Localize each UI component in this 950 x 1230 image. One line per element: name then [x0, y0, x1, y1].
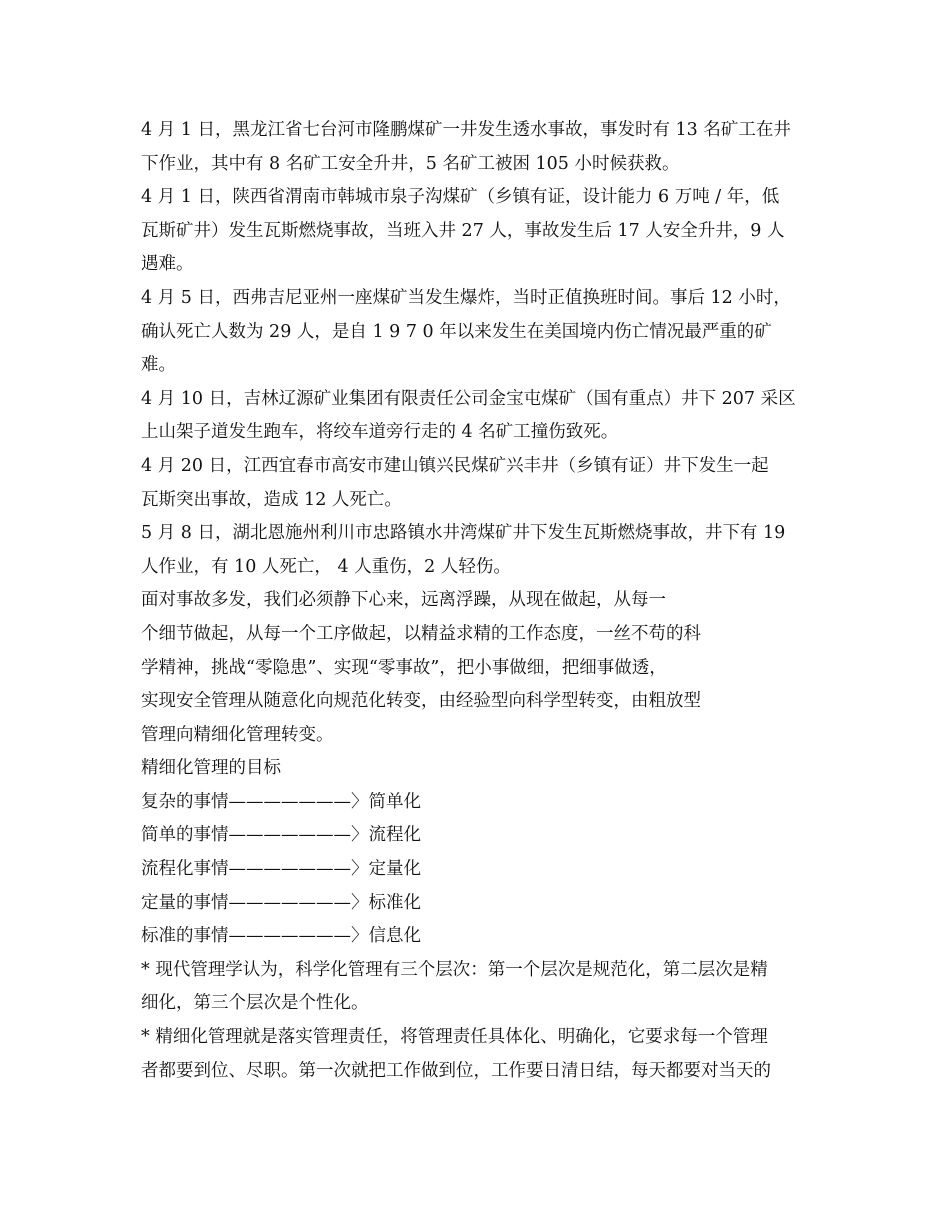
text-line: 遇难。	[141, 254, 194, 275]
text-line: 个细节做起，从每一个工序做起，以精益求精的工作态度，一丝不苟的科	[141, 623, 701, 644]
text-line: 实现安全管理从随意化向规范化转变，由经验型向科学型转变，由粗放型	[141, 691, 701, 712]
text-line: 管理向精细化管理转变。	[141, 724, 334, 745]
goal-item: 定量的事情———————〉标准化	[141, 892, 421, 913]
goal-item: 流程化事情———————〉定量化	[141, 859, 421, 880]
text-line: 确认死亡人数为 29 人，是自 1 9 7 0 年以来发生在美国境内伤亡情况最严重的矿	[141, 321, 772, 342]
document-body	[141, 114, 821, 1088]
section-heading: 精细化管理的目标	[141, 758, 281, 779]
text-line: 学精神，挑战“零隐患”、实现“零事故”，把小事做细，把细事做透，	[141, 657, 667, 678]
text-line: * 现代管理学认为，科学化管理有三个层次：第一个层次是规范化，第二层次是精	[141, 959, 768, 980]
text-line: 上山架子道发生跑车，将绞车道旁行走的 4 名矿工撞伤致死。	[141, 422, 619, 443]
text-line: 细化，第三个层次是个性化。	[141, 993, 369, 1014]
text-line: 难。	[141, 355, 176, 376]
text-line: 人作业，有 10 人死亡， 4 人重伤，2 人轻伤。	[141, 556, 511, 577]
text-line: 者都要到位、尽职。第一次就把工作做到位，工作要日清日结，每天都要对当天的	[141, 1060, 771, 1081]
text-line: 4 月 10 日，吉林辽源矿业集团有限责任公司金宝屯煤矿（国有重点）井下 207 采区	[141, 388, 796, 409]
text-line: * 精细化管理就是落实管理责任，将管理责任具体化、明确化，它要求每一个管理	[141, 1027, 768, 1048]
text-line: 4 月 5 日，西弗吉尼亚州一座煤矿当发生爆炸，当时正值换班时间。事后 12 小时，	[141, 287, 791, 308]
text-line: 瓦斯矿井）发生瓦斯燃烧事故，当班入井 27 人，事故发生后 17 人安全升井，9 人	[141, 220, 785, 241]
goal-item: 复杂的事情———————〉简单化	[141, 791, 421, 812]
text-line: 面对事故多发，我们必须静下心来，远离浮躁，从现在做起，从每一	[141, 590, 666, 611]
text-line: 4 月 20 日，江西宜春市高安市建山镇兴民煤矿兴丰井（乡镇有证）井下发生一起	[141, 455, 769, 476]
goal-item: 标准的事情———————〉信息化	[141, 926, 421, 947]
text-line: 4 月 1 日，黑龙江省七台河市隆鹏煤矿一井发生透水事故，事发时有 13 名矿工在井	[141, 120, 791, 140]
text-line: 4 月 1 日，陕西省渭南市韩城市泉子沟煤矿（乡镇有证，设计能力 6 万吨 / 年，低	[141, 187, 780, 208]
text-line: 5 月 8 日，湖北恩施州利川市忠路镇水井湾煤矿井下发生瓦斯燃烧事故，井下有 19	[141, 523, 786, 544]
text-line: 瓦斯突出事故，造成 12 人死亡。	[141, 489, 402, 510]
goal-item: 简单的事情———————〉流程化	[141, 825, 421, 846]
text-line: 下作业，其中有 8 名矿工安全升井，5 名矿工被困 105 小时候获救。	[141, 153, 680, 174]
